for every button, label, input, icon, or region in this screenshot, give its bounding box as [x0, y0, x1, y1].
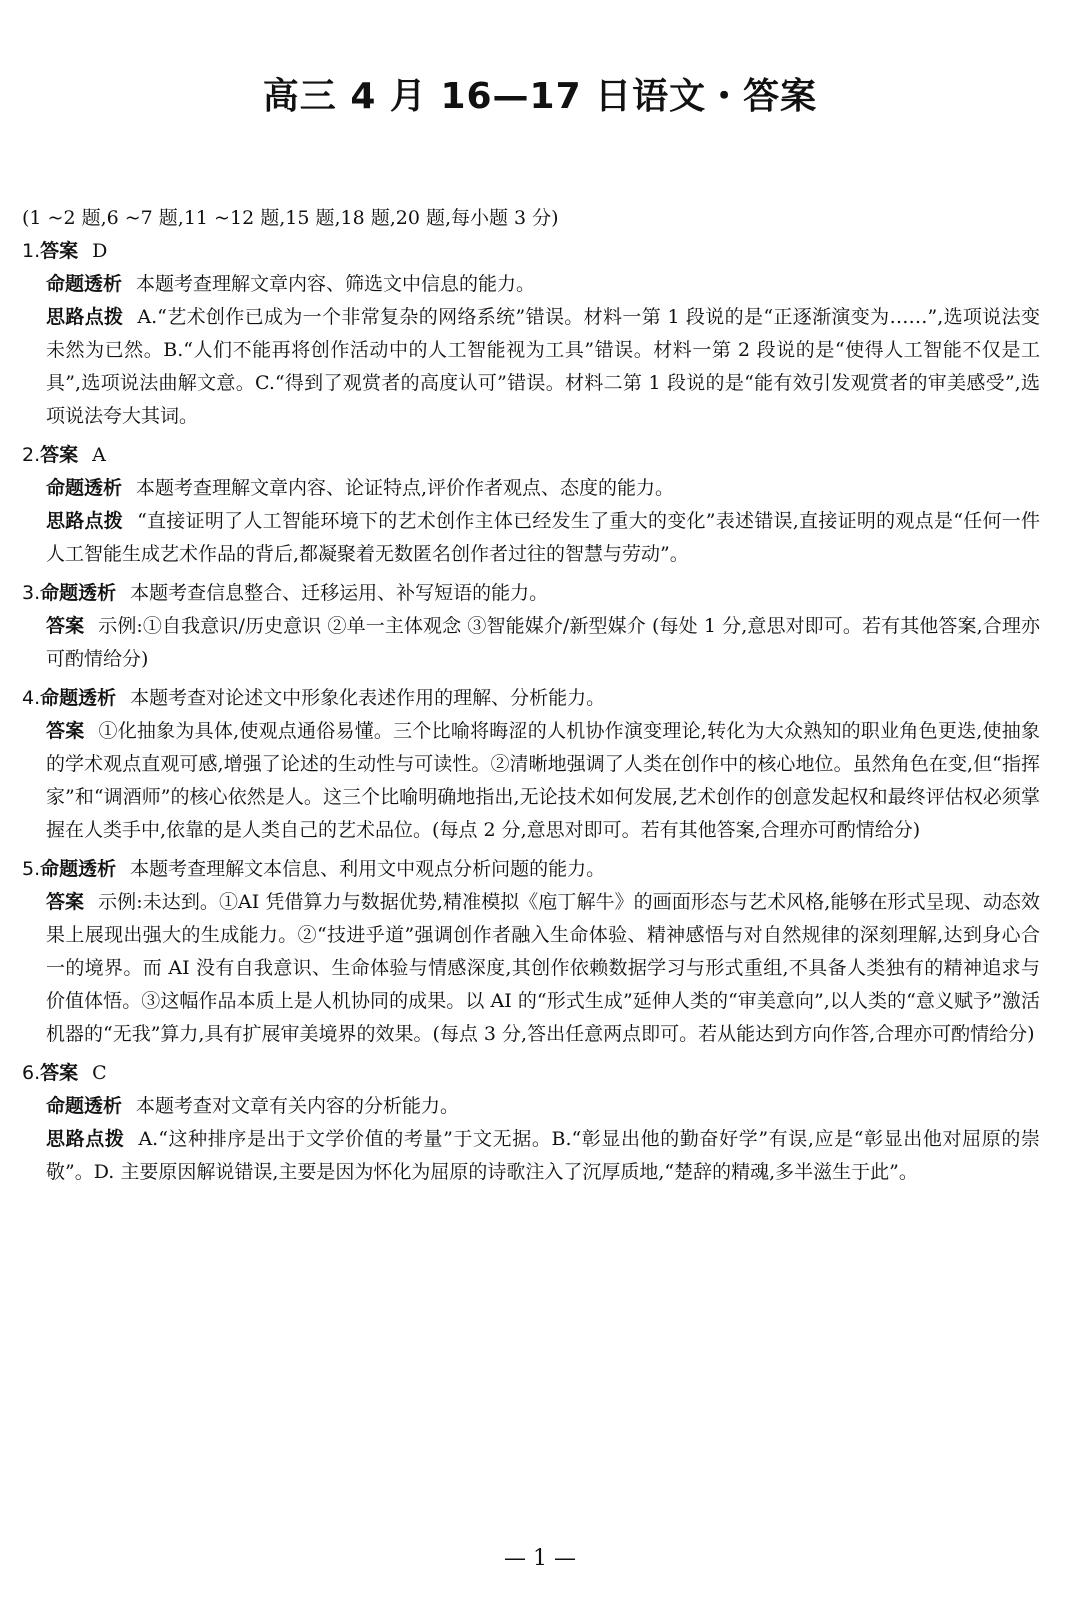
answer-label: 答案	[46, 720, 85, 742]
question-number: 2.	[22, 444, 41, 466]
analysis-text: 本题考查对文章有关内容的分析能力。	[136, 1095, 460, 1117]
analysis-label: 命题透析	[40, 858, 117, 880]
question-number: 5.	[22, 858, 41, 880]
hint-text: A.“这种排序是出于文学价值的考量”于文无据。B.“彰显出他的勤奋好学”有误,应是“彰显出他对屈原的崇敬”。D. 主要原因解说错误,主要是因为怀化为屈原的诗歌注入了沉厚质地,“楚辞的精魂,多半滋生于此”。	[46, 1128, 1040, 1183]
answer-label: 答案	[46, 891, 85, 913]
analysis-label: 命题透析	[46, 477, 123, 499]
answer-label: 答案	[46, 615, 85, 637]
question-4	[22, 682, 1040, 847]
hint-text: “直接证明了人工智能环境下的艺术创作主体已经发生了重大的变化”表述错误,直接证明的观点是“任何一件人工智能生成艺术作品的背后,都凝聚着无数匿名创作者过往的智慧与劳动”。	[46, 510, 1040, 565]
answer-text: 示例:未达到。①AI 凭借算力与数据优势,精准模拟《庖丁解牛》的画面形态与艺术风格,能够在形式呈现、动态效果上展现出强大的生成能力。②“技进乎道”强调创作者融入生命体验、精神感悟与对自然规律的深刻理解,达到身心合一的境界。而 AI 没有自我意识、生命体验与情感深度,其创作依赖数据学习与形式重组,不具备人类独有的精神追求与价值体悟。③这幅作品本质上是人机协同的成果。以 AI 的“形式生成”延伸人类的“审美意向”,以人类的“意义赋予”激活机器的“无我”算力,具有扩展审美境界的效果。(每点 3 分,答出任意两点即可。若从能达到方向作答,合理亦可酌情给分)	[46, 891, 1040, 1045]
scoring-note: (1 ~2 题,6 ~7 题,11 ~12 题,15 题,18 题,20 题,每小题 3 分)	[22, 207, 559, 229]
question-2	[22, 439, 1040, 571]
hint-label: 思路点拨	[46, 510, 124, 532]
question-1	[22, 235, 1040, 433]
analysis-text: 本题考查对论述文中形象化表述作用的理解、分析能力。	[130, 687, 606, 709]
hint-text: A.“艺术创作已成为一个非常复杂的网络系统”错误。材料一第 1 段说的是“正逐渐演变为……”,选项说法变未然为已然。B.“人们不能再将创作活动中的人工智能视为工具”错误。材料一第 2 段说的是“使得人工智能不仅是工具”,选项说法曲解文意。C.“得到了观赏者的高度认可”错误。材料二第 1 段说的是“能有效引发观赏者的审美感受”,选项说法夸大其词。	[46, 306, 1040, 427]
question-number: 4.	[22, 687, 41, 709]
question-6	[22, 1057, 1040, 1189]
question-number: 6.	[22, 1062, 41, 1084]
hint-label: 思路点拨	[46, 306, 124, 328]
answer-text: 示例:①自我意识/历史意识 ②单一主体观念 ③智能媒介/新型媒介 (每处 1 分,意思对即可。若有其他答案,合理亦可酌情给分)	[46, 615, 1040, 670]
analysis-text: 本题考查理解文章内容、论证特点,评价作者观点、态度的能力。	[136, 477, 675, 499]
analysis-text: 本题考查信息整合、迁移运用、补写短语的能力。	[130, 582, 549, 604]
question-number: 3.	[22, 582, 41, 604]
hint-label: 思路点拨	[46, 1128, 125, 1150]
answer-label: 答案	[40, 444, 79, 466]
analysis-label: 命题透析	[40, 582, 117, 604]
question-5	[22, 853, 1040, 1051]
question-3	[22, 577, 1040, 676]
page-number: — 1 —	[504, 1546, 576, 1571]
question-number: 1.	[22, 240, 41, 262]
analysis-label: 命题透析	[46, 273, 123, 295]
answer-value: A	[92, 444, 106, 466]
answer-value: D	[92, 240, 108, 262]
answer-content	[22, 202, 1040, 1195]
page-title: 高三 4 月 16—17 日语文・答案	[262, 76, 818, 117]
analysis-text: 本题考查理解文章内容、筛选文中信息的能力。	[136, 273, 536, 295]
analysis-text: 本题考查理解文本信息、利用文中观点分析问题的能力。	[130, 858, 606, 880]
analysis-label: 命题透析	[40, 687, 117, 709]
answer-text: ①化抽象为具体,使观点通俗易懂。三个比喻将晦涩的人机协作演变理论,转化为大众熟知的职业角色更迭,使抽象的学术观点直观可感,增强了论述的生动性与可读性。②清晰地强调了人类在创作中的核心地位。虽然角色在变,但“指挥家”和“调酒师”的核心依然是人。这三个比喻明确地指出,无论技术如何发展,艺术创作的创意发起权和最终评估权必须掌握在人类手中,依靠的是人类自己的艺术品位。(每点 2 分,意思对即可。若有其他答案,合理亦可酌情给分)	[46, 720, 1040, 841]
analysis-label: 命题透析	[46, 1095, 123, 1117]
answer-label: 答案	[40, 1062, 79, 1084]
answer-label: 答案	[40, 240, 79, 262]
answer-value: C	[92, 1062, 107, 1084]
